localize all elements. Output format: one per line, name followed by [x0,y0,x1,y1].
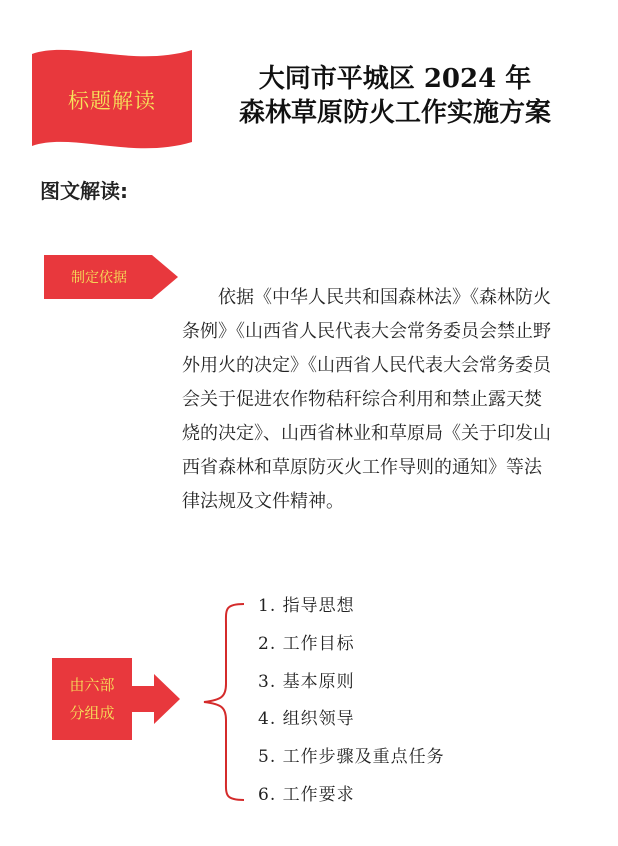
page-title [200,62,590,130]
title-line-2: 森林草原防火工作实施方案 [238,98,551,128]
list-item: 4. 组织领导 [258,709,355,730]
basis-tag-label: 制定依据 [71,270,127,286]
paragraph-line: 律法规及文件精神。 [182,491,344,512]
basis-paragraph [182,281,574,519]
curly-brace-icon [196,596,246,810]
composition-tag-line-1: 由六部 [69,676,115,694]
paragraph-line: 条例》《山西省人民代表大会常务委员会禁止野 [182,321,551,342]
title-line-1: 大同市平城区 2024 年 [258,64,532,94]
paragraph-line: 烧的决定》、山西省林业和草原局《关于印发山 [182,423,551,444]
paragraph-line: 外用火的决定》《山西省人民代表大会常务委员 [182,355,551,376]
section-subhead: 图文解读: [40,179,128,203]
paragraph-line: 西省森林和草原防灭火工作导则的通知》等法 [182,457,542,478]
list-item: 1. 指导思想 [258,596,355,616]
title-banner [32,46,192,154]
list-item: 6. 工作要求 [258,784,355,805]
list-item: 2. 工作目标 [258,633,355,654]
composition-tag-label [52,658,132,740]
paragraph-line: 依据《中华人民共和国森林法》《森林防火 [218,287,551,308]
paragraph-line: 会关于促进农作物秸秆综合利用和禁止露天焚 [182,389,542,410]
list-item: 3. 基本原则 [258,671,355,692]
composition-tag [52,658,182,740]
basis-tag [44,255,180,299]
list-item: 5. 工作步骤及重点任务 [258,747,445,768]
composition-list [258,592,445,819]
composition-tag-line-2: 分组成 [69,704,115,722]
banner-label: 标题解读 [68,89,156,113]
